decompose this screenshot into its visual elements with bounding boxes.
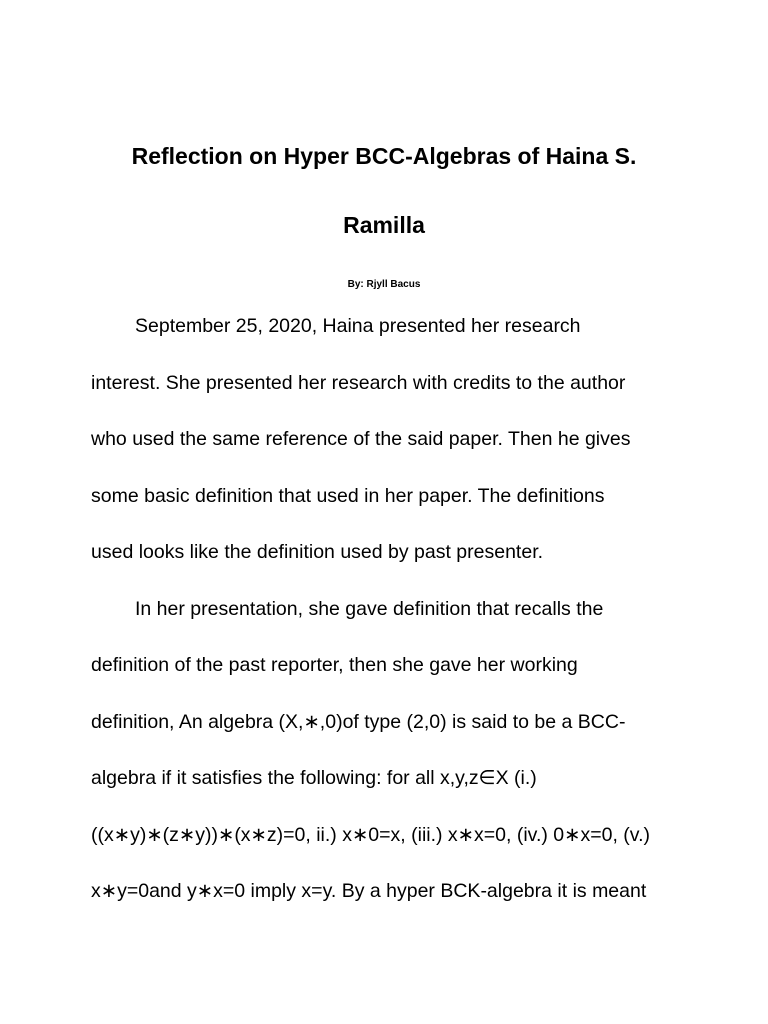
paragraph-1-line-4: some basic definition that used in her paper. The definitions	[91, 485, 605, 507]
paragraph-2-line-4: algebra if it satisfies the following: for all x,y,z∈X (i.)	[91, 767, 537, 789]
paragraph-2-line-6: x∗y=0and y∗x=0 imply x=y. By a hyper BCK-algebra it is meant	[91, 880, 647, 902]
title-line-2: Ramilla	[343, 212, 425, 238]
paragraph-1-line-5: used looks like the definition used by past presenter.	[91, 541, 544, 563]
paragraph-1-line-1: September 25, 2020, Haina presented her research	[135, 315, 581, 337]
paragraph-2-line-1: In her presentation, she gave definition that recalls the	[135, 598, 604, 620]
paragraph-1-line-3: who used the same reference of the said paper. Then he gives	[91, 428, 631, 450]
paragraph-2-line-3: definition, An algebra (X,∗,0)of type (2,0) is said to be a BCC-	[91, 711, 626, 733]
author-byline: By: Rjyll Bacus	[347, 279, 421, 290]
paragraph-1-line-2: interest. She presented her research with credits to the author	[91, 372, 626, 394]
paragraph-2-line-5: ((x∗y)∗(z∗y))∗(x∗z)=0, ii.) x∗0=x, (iii.) x∗x=0, (iv.) 0∗x=0, (v.)	[91, 824, 651, 846]
paragraph-2-line-2: definition of the past reporter, then she gave her working	[91, 654, 578, 676]
title-line-1: Reflection on Hyper BCC-Algebras of Haina S.	[131, 143, 637, 169]
